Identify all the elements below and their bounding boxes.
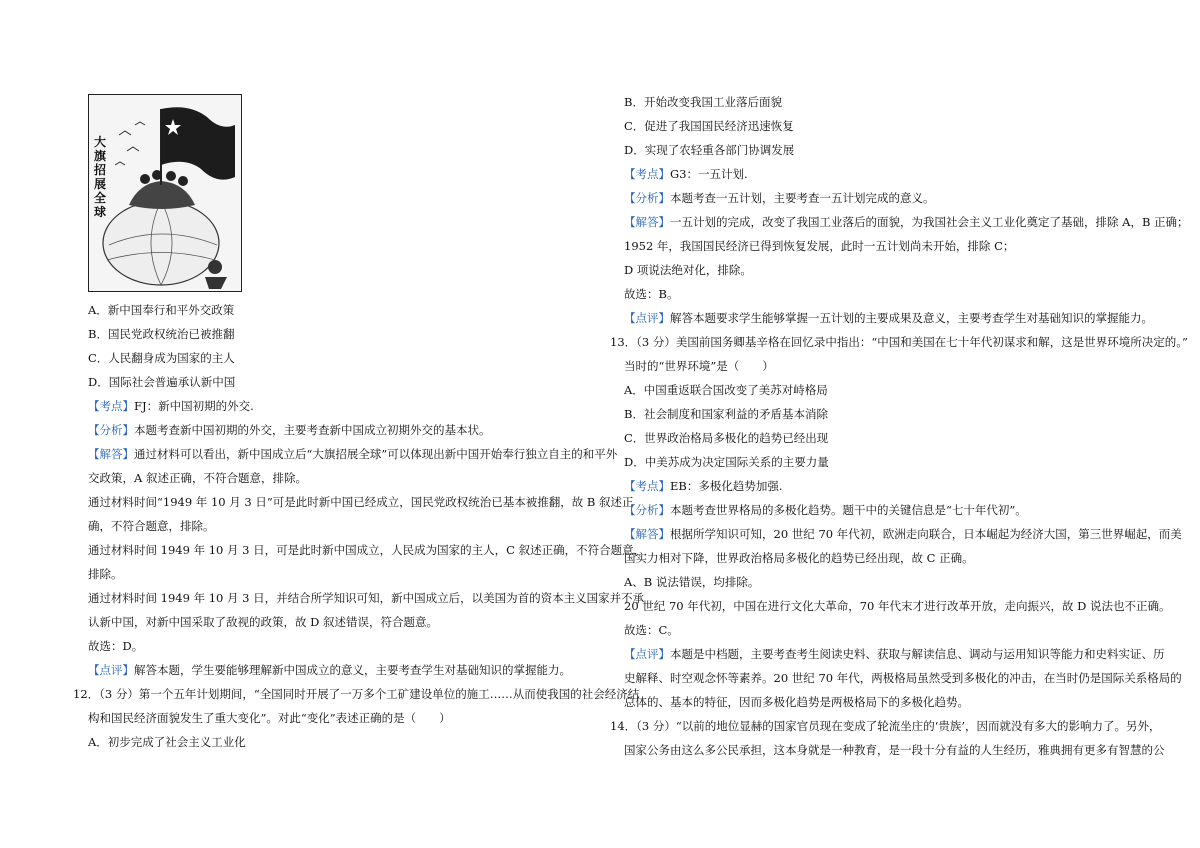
q11-jieda-line: 通过材料时间“1949 年 10 月 3 日”可是此时新中国已经成立，国民党政权统治已基本被推翻，故 B 叙述正 <box>88 495 634 509</box>
jieda-text: 根据所学知识可知，20 世纪 70 年代初，欧洲走向联合，日本崛起为经济大国，第三世界崛起，而美 <box>670 527 1182 541</box>
kaodian-tag: 【考点】 <box>624 479 670 493</box>
q14-stem: 14．（3 分）“以前的地位显赫的国家官员现在变成了轮流坐庄的‘贵族’，因而就没有多大的影响力了。另外， <box>610 719 1161 733</box>
q13-jieda <box>624 526 1182 542</box>
q11-option-d: D．国际社会普遍承认新中国 <box>88 375 236 389</box>
kaodian-text: FJ：新中国初期的外交. <box>134 399 254 413</box>
kaodian-tag: 【考点】 <box>88 399 134 413</box>
q11-dianping <box>88 662 571 678</box>
q13-dianping <box>624 646 1165 662</box>
dianping-text: 解答本题要求学生能够掌握一五计划的主要成果及意义，主要考查学生对基础知识的掌握能力。 <box>670 311 1153 325</box>
q12-stem-cont: 构和国民经济面貌发生了重大变化”。对此“变化”表述正确的是（ ） <box>88 711 451 725</box>
kaodian-text: G3：一五计划. <box>670 167 748 181</box>
fenxi-text: 本题考查世界格局的多极化趋势。题干中的关键信息是“七十年代初”。 <box>670 503 1027 517</box>
q12-fenxi <box>624 190 935 206</box>
fenxi-text: 本题考查一五计划，主要考查一五计划完成的意义。 <box>670 191 935 205</box>
cartoon-illustration <box>89 95 241 291</box>
q11-option-b: B．国民党政权统治已被推翻 <box>88 327 235 341</box>
q11-option-c: C．人民翻身成为国家的主人 <box>88 351 235 365</box>
q11-jieda-line: 确，不符合题意，排除。 <box>88 519 215 533</box>
fenxi-tag: 【分析】 <box>624 503 670 517</box>
q14-stem-cont: 国家公务由这么多公民承担，这本身就是一种教育，是一段十分有益的人生经历，雅典拥有更多有智慧的公 <box>624 743 1165 757</box>
q13-stem-cont: 当时的“世界环境”是（ ） <box>624 359 774 373</box>
q12-kaodian <box>624 166 748 182</box>
jieda-text: 一五计划的完成，改变了我国工业落后的面貌，为我国社会主义工业化奠定了基础，排除 A，B 正确； <box>670 215 1189 229</box>
fenxi-tag: 【分析】 <box>624 191 670 205</box>
q13-answer: 故选：C。 <box>624 623 679 637</box>
jieda-tag: 【解答】 <box>88 447 134 461</box>
q12-option-d: D．实现了农轻重各部门协调发展 <box>624 143 795 157</box>
q13-jieda-line: A、B 说法错误，均排除。 <box>624 575 760 589</box>
q12-jieda-line: D 项说法绝对化，排除。 <box>624 263 752 277</box>
q13-dianping-line: 总体的、基本的特征，因而多极化趋势是两极格局下的多极化趋势。 <box>624 695 969 709</box>
q12-option-c: C．促进了我国国民经济迅速恢复 <box>624 119 794 133</box>
dianping-tag: 【点评】 <box>624 647 670 661</box>
q13-option-a: A．中国重返联合国改变了美苏对峙格局 <box>624 383 828 397</box>
cartoon-caption: 大旗招展全球 <box>94 135 107 219</box>
q12-dianping <box>624 310 1153 326</box>
q11-answer: 故选：D。 <box>88 639 144 653</box>
q12-jieda <box>624 214 1189 230</box>
q13-stem: 13．（3 分）美国前国务卿基辛格在回忆录中指出：“中国和美国在七十年代初谋求和解，这是世界环境所决定的。” <box>610 335 1188 349</box>
jieda-tag: 【解答】 <box>624 215 670 229</box>
q11-jieda <box>88 446 617 462</box>
jieda-text: 通过材料可以看出，新中国成立后“大旗招展全球”可以体现出新中国开始奉行独立自主的和平外 <box>134 447 618 461</box>
q13-option-b: B．社会制度和国家利益的矛盾基本消除 <box>624 407 828 421</box>
q11-jieda-line: 认新中国，对新中国采取了敌视的政策，故 D 叙述错误，符合题意。 <box>88 615 439 629</box>
q12-option-a: A．初步完成了社会主义工业化 <box>88 735 246 749</box>
dianping-text: 本题是中档题，主要考查考生阅读史料、获取与解读信息、调动与运用知识等能力和史料实证、历 <box>670 647 1165 661</box>
q11-kaodian <box>88 398 254 414</box>
q11-jieda-line: 交政策，A 叙述正确，不符合题意，排除。 <box>88 471 307 485</box>
q11-jieda-line: 通过材料时间 1949 年 10 月 3 日，可是此时新中国成立，人民成为国家的主人，C 叙述正确，不符合题意， <box>88 543 646 557</box>
q11-fenxi <box>88 422 491 438</box>
dianping-tag: 【点评】 <box>88 663 134 677</box>
q13-dianping-line: 史解释、时空观念怀等素养。20 世纪 70 年代，两极格局虽然受到多极化的冲击，在当时仍是国际关系格局的 <box>624 671 1182 685</box>
q13-kaodian <box>624 478 783 494</box>
fenxi-tag: 【分析】 <box>88 423 134 437</box>
q12-answer: 故选：B。 <box>624 287 679 301</box>
dianping-tag: 【点评】 <box>624 311 670 325</box>
q11-option-a: A．新中国奉行和平外交政策 <box>88 303 235 317</box>
dianping-text: 解答本题，学生要能够理解新中国成立的意义，主要考查学生对基础知识的掌握能力。 <box>134 663 571 677</box>
q11-jieda-line: 通过材料时间 1949 年 10 月 3 日，并结合所学知识可知，新中国成立后，以美国为首的资本主义国家并不承 <box>88 591 645 605</box>
jieda-tag: 【解答】 <box>624 527 670 541</box>
q13-option-c: C．世界政治格局多极化的趋势已经出现 <box>624 431 829 445</box>
kaodian-tag: 【考点】 <box>624 167 670 181</box>
fenxi-text: 本题考查新中国初期的外交，主要考查新中国成立初期外交的基本状。 <box>134 423 491 437</box>
q12-jieda-line: 1952 年，我国国民经济已得到恢复发展，此时一五计划尚未开始，排除 C； <box>624 239 1015 253</box>
q11-jieda-line: 排除。 <box>88 567 123 581</box>
q12-stem: 12．（3 分）第一个五年计划期间，“全国同时开展了一万多个工矿建设单位的施工……从而使我国的社会经济结 <box>73 687 640 701</box>
q13-fenxi <box>624 502 1027 518</box>
q12-option-b: B．开始改变我国工业落后面貌 <box>624 95 782 109</box>
cartoon-figure <box>88 94 242 292</box>
kaodian-text: EB：多极化趋势加强. <box>670 479 783 493</box>
q13-jieda-line: 国实力相对下降，世界政治格局多极化的趋势已经出现，故 C 正确。 <box>624 551 974 565</box>
q13-option-d: D．中美苏成为决定国际关系的主要力量 <box>624 455 829 469</box>
q13-jieda-line: 20 世纪 70 年代初，中国在进行文化大革命，70 年代末才进行改革开放，走向振兴，故 D 说法也不正确。 <box>624 599 1171 613</box>
